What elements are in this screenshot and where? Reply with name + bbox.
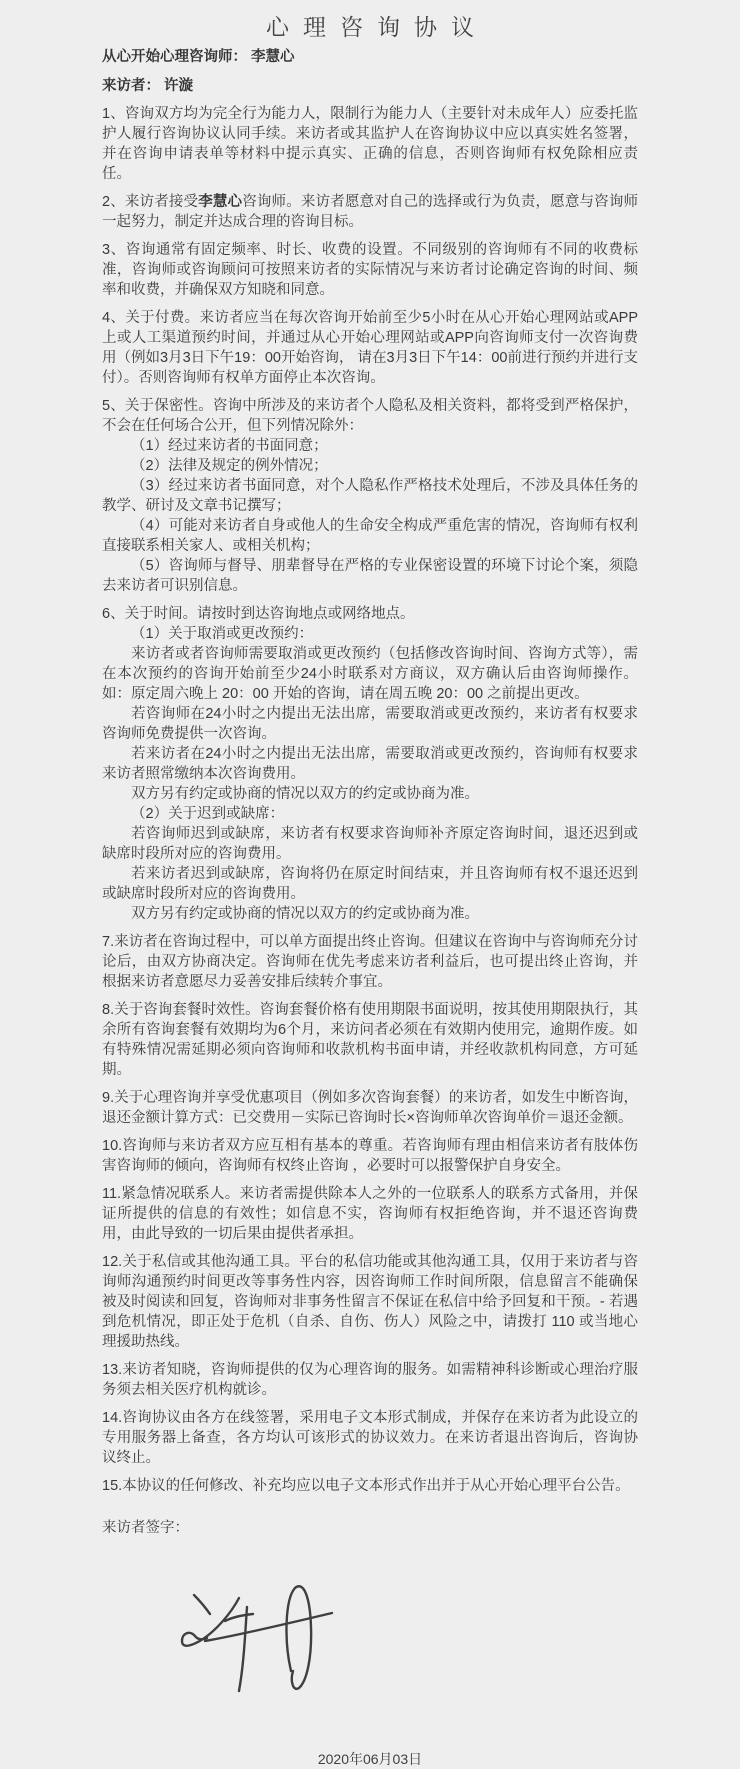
agreement-clause [102, 932, 638, 992]
agreement-clause [102, 1000, 638, 1080]
signature-strokes [175, 1583, 353, 1723]
clause-paragraph: 4、关于付费。来访者应当在每次咨询开始前至少5小时在从心开始心理网站或APP上或人工渠道预约时间，并通过从心开始心理网站或APP向咨询师支付一次咨询费用（例如3月3日下午19：00开始咨询， 请在3月3日下午14：00前进行预约并进行支付）。否则咨询师有权单方面停止本次咨询。 [102, 310, 638, 386]
clause-paragraph: 2、来访者接受李慧心咨询师。来访者愿意对自己的选择或行为负责，愿意与咨询师一起努力，制定并达成合理的咨询目标。 [102, 194, 638, 230]
clause-paragraph: 3、咨询通常有固定频率、时长、收费的设置。不同级别的咨询师有不同的收费标准，咨询师或咨询顾问可按照来访者的实际情况与来访者讨论确定咨询的时间、频率和收费，并确保双方知晓和同意。 [102, 242, 638, 298]
agreement-clause [102, 1088, 638, 1128]
clause-paragraph: 14.咨询协议由各方在线签署，采用电子文本形式制成，并保存在来访者为此设立的专用服务器上备查，各方均认可该形式的协议效力。在来访者退出咨询后，咨询协议终止。 [102, 1410, 638, 1466]
clause-paragraph: 双方另有约定或协商的情况以双方的约定或协商为准。 [131, 786, 479, 802]
clause-paragraph: （4）可能对来访者自身或他人的生命安全构成严重危害的情况，咨询师有权利直接联系相关家人、或相关机构； [102, 518, 638, 554]
signing-date: 2020年06月03日 [317, 1751, 423, 1767]
agreement-clause [102, 104, 638, 184]
clause-paragraph: （2）关于迟到或缺席： [131, 806, 285, 822]
agreement-document [102, 0, 638, 1767]
clause-paragraph: 若来访者在24小时之内提出无法出席，需要取消或更改预约，咨询师有权要求来访者照常缴纳本次咨询费用。 [102, 746, 638, 782]
clause-paragraph: 15.本协议的任何修改、补充均应以电子文本形式作出并于从心开始心理平台公告。 [102, 1478, 630, 1494]
agreement-clause [102, 192, 638, 232]
clause-paragraph: （1）经过来访者的书面同意； [131, 438, 328, 454]
clause-paragraph: （1）关于取消或更改预约： [131, 626, 314, 642]
clause-paragraph: 7.来访者在咨询过程中，可以单方面提出终止咨询。但建议在咨询中与咨询师充分讨论后，由双方协商决定。咨询师在优先考虑来访者利益后，也可提出终止咨询，并根据来访者意愿尽力妥善安排后续转介事宜。 [102, 934, 638, 990]
clause-paragraph: 12.关于私信或其他沟通工具。平台的私信功能或其他沟通工具，仅用于来访者与咨询师沟通预约时间更改等事务性内容，因咨询师工作时间所限，信息留言不能确保被及时阅读和回复，咨询师对非事务性留言不保证在私信中给予回复和干预。- 若遇到危机情况，即正处于危机（自杀、自伤、伤人）风险之中，请拨打 110 或当地心理援助热线。 [102, 1254, 638, 1350]
clause-paragraph: 5、关于保密性。咨询中所涉及的来访者个人隐私及相关资料，都将受到严格保护，不会在任何场合公开，但下列情况除外： [102, 398, 638, 434]
page-title: 心理咨询协议 [266, 14, 488, 40]
clause-paragraph: 若来访者迟到或缺席，咨询将仍在原定时间结束，并且咨询师有权不退还迟到或缺席时段所对应的咨询费用。 [102, 866, 638, 902]
agreement-clause [102, 604, 638, 924]
clause-paragraph: 若咨询师迟到或缺席，来访者有权要求咨询师补齐原定咨询时间，退还迟到或缺席时段所对应的咨询费用。 [102, 826, 638, 862]
clause-paragraph: 8.关于咨询套餐时效性。咨询套餐价格有使用期限书面说明，按其使用期限执行，其余所有咨询套餐有效期均为6个月，来访问者必须在有效期内使用完，逾期作废。如有特殊情况需延期必须向咨询师和收款机构书面申请，并经收款机构同意，方可延期。 [102, 1002, 638, 1078]
agreement-clause [102, 1136, 638, 1176]
agreement-clause [102, 240, 638, 300]
clause-paragraph: 1、咨询双方均为完全行为能力人，限制行为能力人（主要针对未成年人）应委托监护人履行咨询协议认同手续。来访者或其监护人在咨询协议中应以真实姓名签署，并在咨询申请表单等材料中提示真实、正确的信息，否则咨询师有权免除相应责任。 [102, 106, 638, 182]
clause-paragraph: 9.关于心理咨询并享受优惠项目（例如多次咨询套餐）的来访者，如发生中断咨询，退还金额计算方式：已交费用－实际已咨询时长×咨询师单次咨询单价＝退还金额。 [102, 1090, 638, 1126]
agreement-clause [102, 308, 638, 388]
clause-paragraph: 11.紧急情况联系人。来访者需提供除本人之外的一位联系人的联系方式备用，并保证所提供的信息的有效性；如信息不实，咨询师有权拒绝咨询，并不退还咨询费用，由此导致的一切后果由提供者承担。 [102, 1186, 638, 1242]
agreement-clause [102, 1408, 638, 1468]
visitor-signature-label: 来访者签字： [102, 1520, 189, 1536]
clause-paragraph: 来访者或者咨询师需要取消或更改预约（包括修改咨询时间、咨询方式等），需在本次预约的咨询开始前至少24小时联系对方商议，双方确认后由咨询师操作。如：原定周六晚上 20：00 开始的咨询，请在周五晚 20：00 之前提出更改。 [102, 646, 638, 702]
agreement-clause [102, 1184, 638, 1244]
agreement-clause [102, 396, 638, 596]
visitor-line: 来访者： 许漩 [102, 78, 194, 94]
agreement-clause [102, 1476, 638, 1496]
clause-paragraph: 双方另有约定或协商的情况以双方的约定或协商为准。 [131, 906, 479, 922]
clause-paragraph: 10.咨询师与来访者双方应互相有基本的尊重。若咨询师有理由相信来访者有肢体伤害咨询师的倾向，咨询师有权终止咨询 ，必要时可以报警保护自身安全。 [102, 1138, 638, 1174]
clause-paragraph: （2）法律及规定的例外情况； [131, 458, 328, 474]
counselor-line: 从心开始心理咨询师： 李慧心 [102, 49, 295, 65]
clause-paragraph: 13.来访者知晓，咨询师提供的仅为心理咨询的服务。如需精神科诊断或心理治疗服务须去相关医疗机构就诊。 [102, 1362, 638, 1398]
clause-paragraph: 若咨询师在24小时之内提出无法出席，需要取消或更改预约，来访者有权要求咨询师免费提供一次咨询。 [102, 706, 638, 742]
clause-paragraph: （3）经过来访者书面同意，对个人隐私作严格技术处理后，不涉及具体任务的教学、研讨及文章书记撰写； [102, 478, 638, 514]
agreement-clause [102, 1360, 638, 1400]
clause-paragraph: 6、关于时间。请按时到达咨询地点或网络地点。 [102, 606, 415, 622]
agreement-clause [102, 1252, 638, 1352]
handwritten-signature [175, 1583, 353, 1723]
agreement-body [102, 104, 638, 1496]
clause-paragraph: （5）咨询师与督导、朋辈督导在严格的专业保密设置的环境下讨论个案，须隐去来访者可识别信息。 [102, 558, 638, 594]
